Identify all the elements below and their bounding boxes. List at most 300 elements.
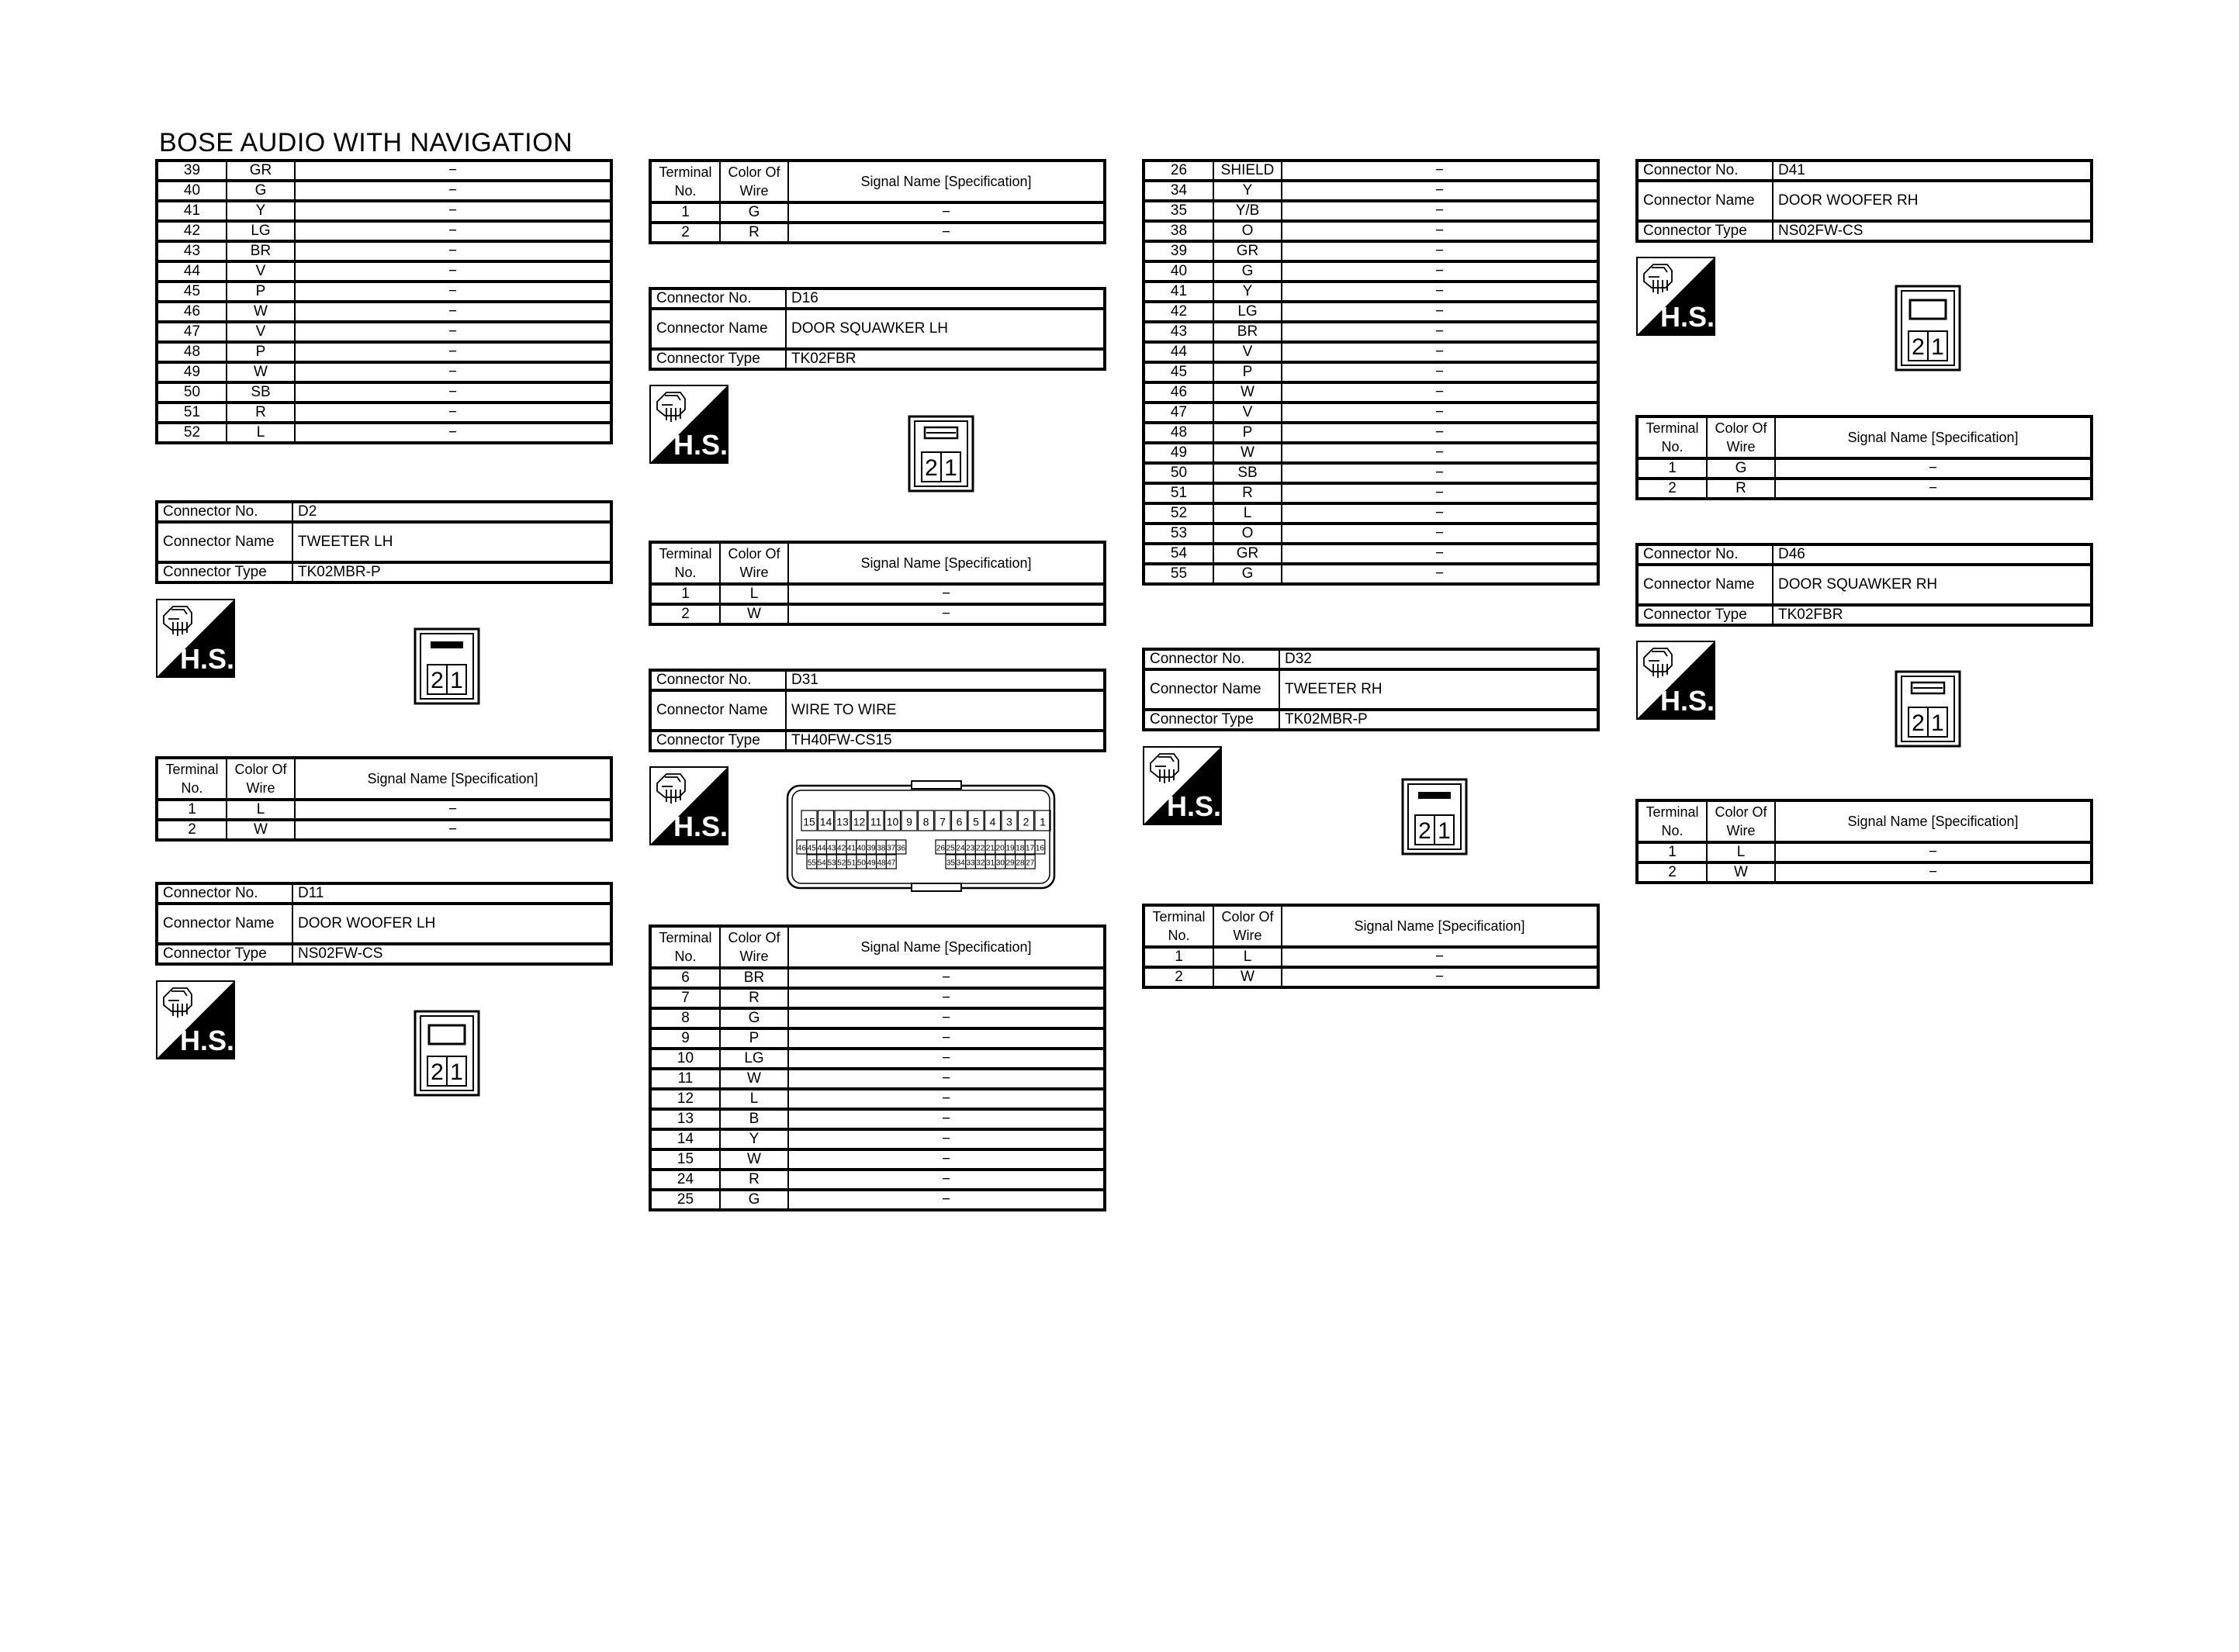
signal-name-cell: − [1775, 862, 2092, 883]
table-row [157, 820, 611, 840]
terminal-no-header: Terminal No. [1637, 800, 1707, 842]
hs-badge-graphic [1143, 746, 1222, 825]
two-pin-connector-icon [908, 415, 974, 492]
signal-name-cell: − [788, 1170, 1105, 1190]
table-row [1144, 181, 1598, 201]
table-row [650, 1089, 1105, 1109]
terminal-no-cell: 14 [650, 1129, 720, 1149]
pin-number: 41 [846, 844, 856, 853]
hs-badge-graphic [156, 599, 235, 678]
table-row [157, 241, 611, 261]
terminal-no-cell: 2 [650, 223, 720, 243]
signal-name-cell: − [295, 201, 611, 221]
table-row [650, 988, 1105, 1008]
wire-color-cell: O [1213, 524, 1282, 544]
wire-color-cell: SB [1213, 463, 1282, 483]
table-row [650, 1008, 1105, 1028]
table-row [1144, 544, 1598, 564]
signal-name-cell: − [788, 968, 1105, 988]
color-of-wire-header: Color Of Wire [1707, 416, 1775, 458]
terminal-no-cell: 2 [1144, 967, 1213, 987]
table-row [650, 1028, 1105, 1049]
signal-name-cell: − [1282, 503, 1598, 524]
signal-name-cell: − [295, 161, 611, 181]
signal-name-cell: − [788, 1069, 1105, 1089]
connector-name-value: TWEETER LH [292, 522, 611, 562]
signal-name-cell: − [295, 800, 611, 820]
harness-side-icon [649, 385, 728, 464]
terminal-table-d31 [649, 924, 1106, 1211]
connector-type-value: TH40FW-CS15 [786, 731, 1105, 751]
signal-name-cell: − [788, 604, 1105, 624]
table-row [1144, 564, 1598, 584]
terminal-no-cell: 50 [157, 382, 227, 403]
hs-label: H.S. [673, 810, 728, 842]
terminal-no-cell: 2 [1637, 862, 1707, 883]
wire-color-cell: B [720, 1109, 788, 1129]
table-row [1144, 483, 1598, 503]
terminal-no-cell: 40 [157, 181, 227, 201]
wire-color-cell: V [227, 322, 295, 342]
table-row [650, 968, 1105, 988]
connector-no-label: Connector No. [1637, 161, 1773, 181]
terminal-no-cell: 41 [157, 201, 227, 221]
signal-name-cell: − [1282, 947, 1598, 967]
connector-name-label: Connector Name [1637, 181, 1773, 221]
terminal-no-cell: 47 [1144, 403, 1213, 423]
connector-info-d11 [155, 882, 613, 966]
pin-number: 32 [976, 859, 985, 868]
table-row [650, 223, 1105, 243]
table-row [1144, 524, 1598, 544]
wire-color-cell: L [1707, 842, 1775, 862]
wire-color-cell: LG [1213, 302, 1282, 322]
wire-color-cell: L [1213, 503, 1282, 524]
signal-name-cell: − [295, 302, 611, 322]
signal-name-cell: − [1282, 362, 1598, 382]
table-row [1144, 261, 1598, 282]
signal-name-header: Signal Name [Specification] [295, 758, 611, 800]
pin-number: 54 [817, 859, 826, 868]
table-row [650, 202, 1105, 223]
wire-color-cell: W [227, 820, 295, 840]
wire-color-cell: W [720, 1069, 788, 1089]
wire-color-cell: V [227, 261, 295, 282]
pin-label-2: 2 [431, 1059, 444, 1085]
terminal-no-cell: 55 [1144, 564, 1213, 584]
wire-color-cell: R [1707, 479, 1775, 499]
pin-number: 28 [1016, 859, 1025, 868]
wire-color-cell: BR [1213, 322, 1282, 342]
connector-type-label: Connector Type [1637, 605, 1773, 625]
connector-type-value: TK02FBR [1773, 605, 2092, 625]
terminal-no-cell: 10 [650, 1049, 720, 1069]
signal-name-cell: − [1282, 564, 1598, 584]
wire-color-cell: Y [227, 201, 295, 221]
terminal-no-cell: 35 [1144, 201, 1213, 221]
wire-color-cell: P [227, 342, 295, 362]
terminal-no-cell: 52 [1144, 503, 1213, 524]
connector-no-label: Connector No. [157, 883, 292, 904]
connector-no-value: D16 [786, 289, 1105, 309]
connector-name-value: DOOR WOOFER RH [1773, 181, 2092, 221]
signal-name-cell: − [1282, 282, 1598, 302]
wire-color-cell: L [1213, 947, 1282, 967]
pin-number: 9 [906, 815, 912, 828]
wire-color-cell: W [720, 604, 788, 624]
connector-name-label: Connector Name [650, 690, 786, 731]
table-row [1144, 342, 1598, 362]
signal-name-cell: − [1282, 423, 1598, 443]
connector-type-label: Connector Type [1637, 221, 1773, 241]
table-row [650, 604, 1105, 624]
terminal-no-header: Terminal No. [650, 542, 720, 584]
wire-color-cell: O [1213, 221, 1282, 241]
terminal-no-header: Terminal No. [157, 758, 227, 800]
signal-name-header: Signal Name [Specification] [788, 161, 1105, 202]
terminal-no-cell: 26 [1144, 161, 1213, 181]
signal-name-cell: − [788, 1109, 1105, 1129]
connector-no-label: Connector No. [650, 670, 786, 690]
color-of-wire-header: Color Of Wire [720, 542, 788, 584]
signal-name-cell: − [788, 584, 1105, 604]
signal-name-cell: − [1775, 842, 2092, 862]
pin-number: 18 [1016, 844, 1025, 853]
signal-name-cell: − [1282, 382, 1598, 403]
terminal-no-cell: 47 [157, 322, 227, 342]
wire-color-cell: P [1213, 423, 1282, 443]
table-row [1144, 362, 1598, 382]
forty-pin-connector-icon [786, 779, 1056, 894]
terminal-no-cell: 34 [1144, 181, 1213, 201]
wire-color-cell: G [1213, 261, 1282, 282]
pin-number: 11 [870, 815, 882, 828]
page-title: BOSE AUDIO WITH NAVIGATION [159, 128, 573, 157]
connector-info-d31 [649, 669, 1106, 752]
wire-color-cell: G [720, 1008, 788, 1028]
wire-color-cell: LG [720, 1049, 788, 1069]
connector-type-value: TK02FBR [786, 349, 1105, 369]
terminal-no-cell: 6 [650, 968, 720, 988]
signal-name-header: Signal Name [Specification] [1775, 416, 2092, 458]
two-pin-connector-icon [1895, 285, 1961, 372]
pin-number: 31 [986, 859, 995, 868]
wire-color-cell: P [720, 1028, 788, 1049]
signal-name-cell: − [1282, 967, 1598, 987]
table-row [1144, 947, 1598, 967]
terminal-no-cell: 42 [157, 221, 227, 241]
signal-name-cell: − [1282, 403, 1598, 423]
wire-color-cell: Y [720, 1129, 788, 1149]
wire-color-cell: W [1707, 862, 1775, 883]
pin-number: 7 [940, 815, 946, 828]
signal-name-cell: − [295, 282, 611, 302]
hs-label: H.S. [1166, 790, 1222, 822]
terminal-table-d32 [1142, 904, 1600, 989]
table-row [650, 1109, 1105, 1129]
table-row [650, 584, 1105, 604]
signal-name-cell: − [1282, 221, 1598, 241]
terminal-no-cell: 43 [157, 241, 227, 261]
table-row [1144, 282, 1598, 302]
wire-color-cell: BR [227, 241, 295, 261]
wire-color-cell: Y/B [1213, 201, 1282, 221]
terminal-table-d2 [155, 756, 613, 842]
connector-no-value: D32 [1279, 649, 1598, 669]
wire-color-cell: G [1213, 564, 1282, 584]
connector-type-value: NS02FW-CS [1773, 221, 2092, 241]
pin-label-1: 1 [1438, 818, 1451, 844]
table-row [1637, 458, 2092, 479]
terminal-no-cell: 49 [157, 362, 227, 382]
terminal-no-cell: 1 [650, 202, 720, 223]
signal-name-cell: − [1282, 261, 1598, 282]
terminal-no-cell: 2 [157, 820, 227, 840]
table-row [650, 1069, 1105, 1089]
terminal-no-cell: 8 [650, 1008, 720, 1028]
terminal-no-cell: 1 [157, 800, 227, 820]
pin-label-2: 2 [1418, 818, 1431, 844]
wire-color-cell: R [720, 1170, 788, 1190]
pin-number: 19 [1005, 844, 1015, 853]
signal-name-cell: − [788, 1089, 1105, 1109]
signal-name-cell: − [788, 1049, 1105, 1069]
terminal-table-top [649, 159, 1106, 244]
table-row [1144, 221, 1598, 241]
wire-color-cell: L [227, 423, 295, 443]
table-row [157, 382, 611, 403]
table-row [157, 161, 611, 181]
terminal-no-cell: 46 [157, 302, 227, 322]
signal-name-cell: − [295, 382, 611, 403]
hs-label: H.S. [1659, 685, 1715, 717]
table-row [1144, 302, 1598, 322]
color-of-wire-header: Color Of Wire [720, 161, 788, 202]
signal-name-cell: − [1775, 458, 2092, 479]
signal-name-cell: − [788, 202, 1105, 223]
connector-face-graphic [414, 1010, 480, 1097]
signal-name-cell: − [295, 181, 611, 201]
hs-badge-graphic [1636, 257, 1715, 336]
connector-name-label: Connector Name [157, 522, 292, 562]
hs-label: H.S. [1659, 301, 1715, 333]
signal-name-header: Signal Name [Specification] [1282, 905, 1598, 947]
connector-type-label: Connector Type [650, 731, 786, 751]
table-row [157, 322, 611, 342]
connector-name-value: DOOR SQUAWKER RH [1773, 565, 2092, 605]
wire-color-cell: SB [227, 382, 295, 403]
terminal-no-cell: 39 [1144, 241, 1213, 261]
wire-color-cell: Y [1213, 282, 1282, 302]
connector-name-label: Connector Name [157, 904, 292, 944]
table-row [1144, 161, 1598, 181]
pin-number: 43 [827, 844, 836, 853]
wire-color-cell: Y [1213, 181, 1282, 201]
connector-face-graphic [908, 415, 974, 492]
wire-color-cell: G [720, 202, 788, 223]
pin-number: 13 [836, 815, 849, 828]
pin-number: 37 [887, 844, 896, 853]
pin-number: 25 [946, 844, 955, 853]
table-row [650, 1129, 1105, 1149]
pin-number: 4 [989, 815, 996, 828]
connector-no-value: D31 [786, 670, 1105, 690]
pin-label-2: 2 [1912, 334, 1925, 360]
connector-type-value: TK02MBR-P [292, 562, 611, 582]
connector-type-value: TK02MBR-P [1279, 710, 1598, 730]
color-of-wire-header: Color Of Wire [1213, 905, 1282, 947]
connector-info-d46 [1635, 543, 2093, 627]
connector-type-label: Connector Type [157, 562, 292, 582]
terminal-no-cell: 44 [1144, 342, 1213, 362]
harness-side-icon [1636, 257, 1715, 336]
wire-color-cell: V [1213, 403, 1282, 423]
terminal-no-cell: 43 [1144, 322, 1213, 342]
wire-color-cell: R [720, 988, 788, 1008]
wire-color-cell: R [1213, 483, 1282, 503]
terminal-no-cell: 48 [157, 342, 227, 362]
signal-name-cell: − [295, 342, 611, 362]
pin-number: 22 [976, 844, 985, 853]
terminal-table-continued [1142, 159, 1600, 586]
table-row [650, 1190, 1105, 1210]
terminal-no-cell: 1 [1144, 947, 1213, 967]
signal-name-cell: − [295, 423, 611, 443]
connector-face-graphic [414, 627, 480, 705]
terminal-no-cell: 48 [1144, 423, 1213, 443]
two-pin-connector-icon [1895, 670, 1961, 748]
two-pin-connector-icon [414, 627, 480, 705]
pin-number: 10 [886, 815, 899, 828]
pin-number: 33 [966, 859, 975, 868]
harness-side-icon [156, 599, 235, 678]
signal-name-cell: − [788, 1129, 1105, 1149]
terminal-table-d41 [1635, 415, 2093, 500]
wire-color-cell: G [227, 181, 295, 201]
terminal-table-d16 [649, 541, 1106, 626]
signal-name-cell: − [1282, 524, 1598, 544]
signal-name-cell: − [1282, 463, 1598, 483]
signal-name-header: Signal Name [Specification] [788, 926, 1105, 968]
table-row [157, 403, 611, 423]
pin-number: 38 [877, 844, 886, 853]
terminal-no-header: Terminal No. [1144, 905, 1213, 947]
table-row [1637, 862, 2092, 883]
harness-side-icon [649, 766, 728, 845]
connector-type-label: Connector Type [650, 349, 786, 369]
pin-number: 55 [807, 859, 816, 868]
pin-number: 49 [867, 859, 876, 868]
signal-name-cell: − [1282, 201, 1598, 221]
signal-name-cell: − [295, 362, 611, 382]
pin-number: 5 [973, 815, 979, 828]
wire-color-cell: LG [227, 221, 295, 241]
terminal-no-cell: 13 [650, 1109, 720, 1129]
wire-color-cell: L [720, 584, 788, 604]
pin-number: 42 [837, 844, 846, 853]
pin-label-2: 2 [431, 668, 444, 693]
signal-name-cell: − [1282, 302, 1598, 322]
connector-no-value: D41 [1773, 161, 2092, 181]
signal-name-cell: − [788, 1008, 1105, 1028]
table-row [157, 201, 611, 221]
signal-name-cell: − [788, 223, 1105, 243]
signal-name-cell: − [295, 820, 611, 840]
pin-number: 35 [946, 859, 955, 868]
table-row [650, 1049, 1105, 1069]
pin-number: 29 [1005, 859, 1015, 868]
pin-label-1: 1 [1931, 334, 1944, 360]
terminal-no-cell: 54 [1144, 544, 1213, 564]
wire-color-cell: P [1213, 362, 1282, 382]
signal-name-cell: − [1282, 322, 1598, 342]
connector-name-value: DOOR WOOFER LH [292, 904, 611, 944]
table-row [1144, 463, 1598, 483]
pin-number: 12 [853, 815, 866, 828]
wire-color-cell: V [1213, 342, 1282, 362]
pin-number: 26 [936, 844, 945, 853]
connector-name-value: TWEETER RH [1279, 669, 1598, 710]
color-of-wire-header: Color Of Wire [227, 758, 295, 800]
wire-color-cell: GR [1213, 241, 1282, 261]
connector-name-value: WIRE TO WIRE [786, 690, 1105, 731]
signal-name-cell: − [1282, 544, 1598, 564]
pin-number: 3 [1006, 815, 1012, 828]
terminal-no-cell: 41 [1144, 282, 1213, 302]
signal-name-cell: − [788, 1190, 1105, 1210]
wire-color-cell: W [1213, 382, 1282, 403]
harness-side-icon [1636, 641, 1715, 720]
table-row [157, 261, 611, 282]
terminal-no-cell: 45 [157, 282, 227, 302]
connector-no-label: Connector No. [157, 502, 292, 522]
terminal-no-cell: 53 [1144, 524, 1213, 544]
wire-color-cell: GR [1213, 544, 1282, 564]
terminal-no-cell: 44 [157, 261, 227, 282]
pin-label-1: 1 [944, 455, 957, 481]
terminal-no-cell: 1 [1637, 842, 1707, 862]
terminal-no-header: Terminal No. [650, 926, 720, 968]
hs-label: H.S. [179, 1025, 235, 1056]
signal-name-cell: − [788, 1149, 1105, 1170]
terminal-no-cell: 12 [650, 1089, 720, 1109]
pin-number: 27 [1026, 859, 1035, 868]
signal-name-cell: − [295, 261, 611, 282]
connector-name-label: Connector Name [1144, 669, 1279, 710]
terminal-no-cell: 2 [1637, 479, 1707, 499]
terminal-no-header: Terminal No. [1637, 416, 1707, 458]
signal-name-cell: − [1282, 181, 1598, 201]
pin-label-1: 1 [450, 668, 463, 693]
connector-type-label: Connector Type [1144, 710, 1279, 730]
signal-name-cell: − [1775, 479, 2092, 499]
signal-name-cell: − [1282, 241, 1598, 261]
pin-number: 34 [956, 859, 965, 868]
terminal-no-cell: 42 [1144, 302, 1213, 322]
table-row [157, 800, 611, 820]
pin-number: 2 [1023, 815, 1030, 828]
pin-number: 14 [819, 815, 832, 828]
connector-no-label: Connector No. [650, 289, 786, 309]
color-of-wire-header: Color Of Wire [720, 926, 788, 968]
signal-name-cell: − [1282, 483, 1598, 503]
connector-info-d2 [155, 500, 613, 584]
wire-color-cell: W [1213, 967, 1282, 987]
wire-color-cell: W [1213, 443, 1282, 463]
signal-name-cell: − [788, 988, 1105, 1008]
connector-name-value: DOOR SQUAWKER LH [786, 309, 1105, 349]
signal-name-cell: − [1282, 342, 1598, 362]
